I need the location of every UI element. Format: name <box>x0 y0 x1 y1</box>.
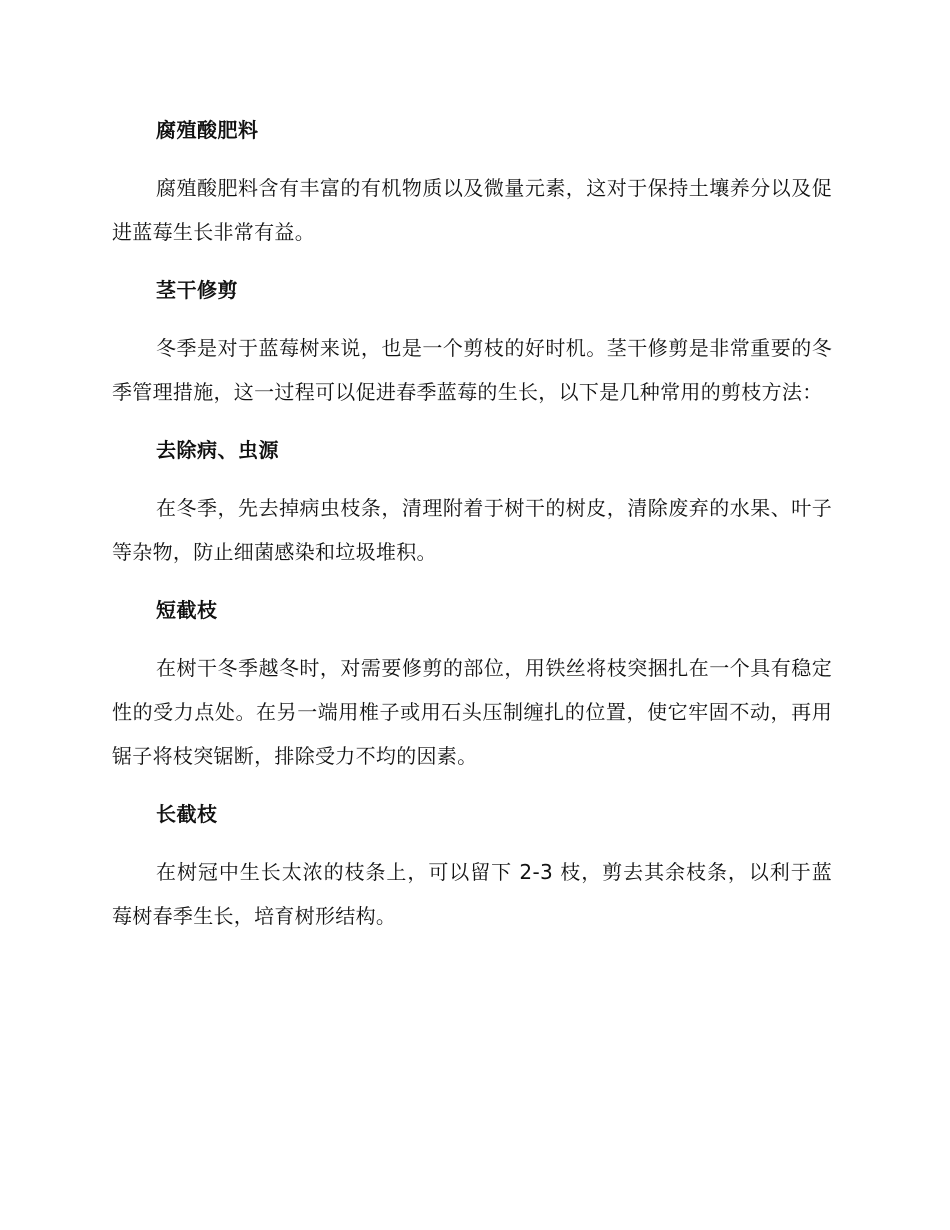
section-heading-stem-pruning: 茎干修剪 <box>156 278 238 302</box>
section-paragraph-long-cut-branch: 在树冠中生长太浓的枝条上，可以留下 2-3 枝，剪去其余枝条，以利于蓝莓树春季生长，培育树形结构。 <box>112 860 832 928</box>
section-heading-short-cut-branch: 短截枝 <box>156 598 218 622</box>
section-paragraph-remove-disease-pests: 在冬季，先去掉病虫枝条，清理附着于树干的树皮，清除废弃的水果、叶子等杂物，防止细菌感染和垃圾堆积。 <box>112 496 832 564</box>
section-heading-humic-acid-fertilizer: 腐殖酸肥料 <box>156 118 259 142</box>
section-paragraph-humic-acid-fertilizer: 腐殖酸肥料含有丰富的有机物质以及微量元素，这对于保持土壤养分以及促进蓝莓生长非常有益。 <box>112 176 832 244</box>
section-heading-long-cut-branch: 长截枝 <box>156 802 218 826</box>
section-paragraph-short-cut-branch: 在树干冬季越冬时，对需要修剪的部位，用铁丝将枝突捆扎在一个具有稳定性的受力点处。在另一端用椎子或用石头压制缠扎的位置，使它牢固不动，再用锯子将枝突锯断，排除受力不均的因素。 <box>112 656 832 768</box>
document-page <box>112 110 832 954</box>
section-paragraph-stem-pruning: 冬季是对于蓝莓树来说，也是一个剪枝的好时机。茎干修剪是非常重要的冬季管理措施，这一过程可以促进春季蓝莓的生长，以下是几种常用的剪枝方法： <box>112 336 832 404</box>
section-heading-remove-disease-pests: 去除病、虫源 <box>156 438 279 462</box>
